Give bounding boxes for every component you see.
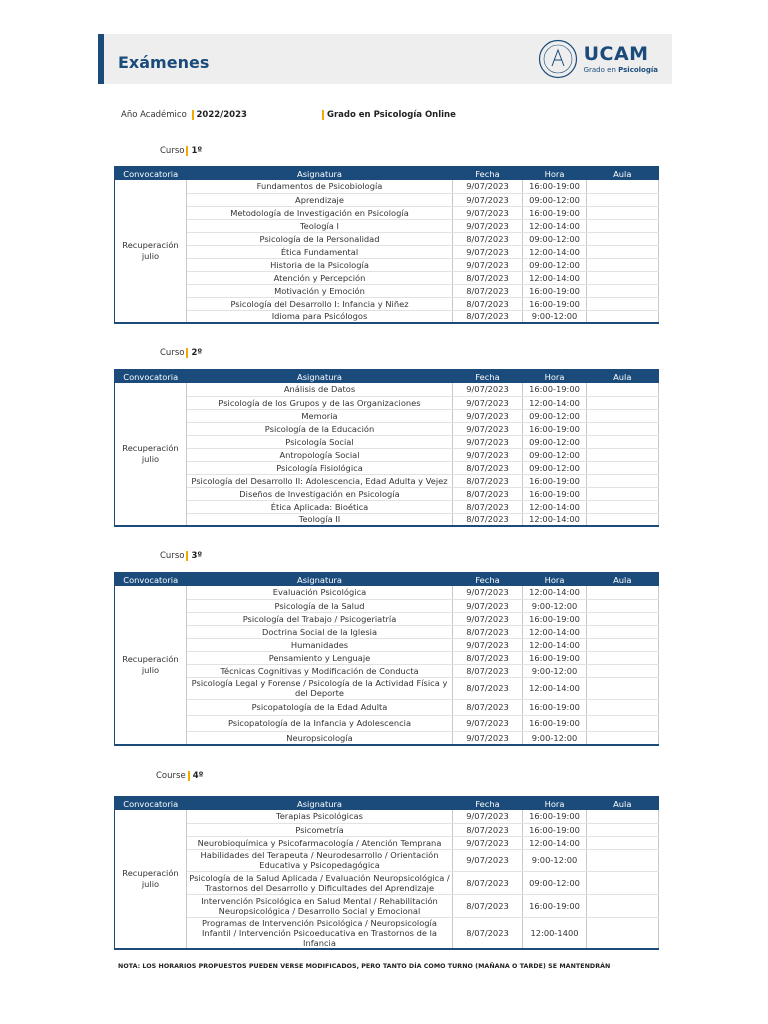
convocatoria-line-2: julio: [141, 665, 160, 675]
room-cell: [587, 219, 659, 232]
table-row: [115, 474, 659, 487]
logo-name: UCAM: [583, 42, 649, 65]
table-row: [115, 810, 659, 823]
date-cell: 8/07/2023: [453, 297, 523, 310]
time-cell: 12:00-14:00: [523, 500, 587, 513]
time-cell: 16:00-19:00: [523, 810, 587, 823]
table-row: [115, 625, 659, 638]
subject-cell: Fundamentos de Psicobiología: [187, 180, 453, 193]
date-cell: 9/07/2023: [453, 836, 523, 849]
date-cell: 9/07/2023: [453, 638, 523, 651]
time-cell: 16:00-19:00: [523, 383, 587, 396]
table-row: [115, 284, 659, 297]
convocatoria-line-1: Recuperación: [122, 240, 179, 250]
room-cell: [587, 823, 659, 836]
subject-cell: Psicología del Trabajo / Psicogeriatría: [187, 612, 453, 625]
date-cell: 9/07/2023: [453, 448, 523, 461]
subject-cell: Psicología de la Salud: [187, 599, 453, 612]
table-row: [115, 871, 659, 894]
subject-cell: Psicología de la Salud Aplicada / Evaluación Neuropsicológica / Trastornos del Desarrollo y Dificultades del Aprendizaje: [187, 871, 453, 894]
table-row: [115, 422, 659, 435]
date-cell: 9/07/2023: [453, 599, 523, 612]
table-row: [115, 651, 659, 664]
table-row: [115, 232, 659, 245]
room-cell: [587, 297, 659, 310]
room-cell: [587, 271, 659, 284]
column-header-asignatura: Asignatura: [187, 370, 453, 384]
column-header-asignatura: Asignatura: [187, 573, 453, 587]
date-cell: 8/07/2023: [453, 917, 523, 949]
date-cell: 8/07/2023: [453, 677, 523, 699]
date-cell: 9/07/2023: [453, 715, 523, 731]
date-cell: 8/07/2023: [453, 310, 523, 323]
table-row: [115, 245, 659, 258]
room-cell: [587, 894, 659, 917]
course-1-label: Curso 1º: [160, 146, 203, 156]
subject-cell: Evaluación Psicológica: [187, 586, 453, 599]
convocatoria-line-1: Recuperación: [122, 654, 179, 664]
date-cell: 9/07/2023: [453, 383, 523, 396]
date-cell: 9/07/2023: [453, 422, 523, 435]
subject-cell: Psicología de los Grupos y de las Organizaciones: [187, 396, 453, 409]
date-cell: 9/07/2023: [453, 435, 523, 448]
time-cell: 16:00-19:00: [523, 284, 587, 297]
subject-cell: Atención y Percepción: [187, 271, 453, 284]
room-cell: [587, 715, 659, 731]
table-row: [115, 448, 659, 461]
subject-cell: Teología II: [187, 513, 453, 526]
room-cell: [587, 638, 659, 651]
room-cell: [587, 258, 659, 271]
convocatoria-line-2: julio: [141, 878, 160, 889]
date-cell: 9/07/2023: [453, 409, 523, 422]
time-cell: 09:00-12:00: [523, 232, 587, 245]
table-row: [115, 383, 659, 396]
table-row: [115, 715, 659, 731]
course-2-label: Curso 2º: [160, 348, 203, 358]
time-cell: 09:00-12:00: [523, 435, 587, 448]
room-cell: [587, 245, 659, 258]
subject-cell: Antropología Social: [187, 448, 453, 461]
date-cell: 8/07/2023: [453, 487, 523, 500]
column-header-aula: Aula: [587, 797, 659, 811]
time-cell: 16:00-19:00: [523, 823, 587, 836]
date-cell: 8/07/2023: [453, 664, 523, 677]
time-cell: 12:00-14:00: [523, 271, 587, 284]
column-header-convocatoria: Convocatoria: [115, 370, 187, 384]
time-cell: 16:00-19:00: [523, 612, 587, 625]
room-cell: [587, 383, 659, 396]
time-cell: 09:00-12:00: [523, 461, 587, 474]
degree-name: [320, 110, 456, 120]
time-cell: 16:00-19:00: [523, 894, 587, 917]
time-cell: 12:00-14:00: [523, 625, 587, 638]
room-cell: [587, 612, 659, 625]
subject-cell: Psicología de la Personalidad: [187, 232, 453, 245]
subject-cell: Análisis de Datos: [187, 383, 453, 396]
room-cell: [587, 917, 659, 949]
time-cell: 12:00-14:00: [523, 396, 587, 409]
date-cell: 9/07/2023: [453, 258, 523, 271]
table-row: [115, 513, 659, 526]
room-cell: [587, 474, 659, 487]
date-cell: 8/07/2023: [453, 461, 523, 474]
convocatoria-cell: [115, 180, 187, 323]
subject-cell: Intervención Psicológica en Salud Mental / Rehabilitación Neuropsicológica / Desarrollo Social y Emocional: [187, 894, 453, 917]
table-row: [115, 917, 659, 949]
subject-cell: Técnicas Cognitivas y Modificación de Conducta: [187, 664, 453, 677]
subject-cell: Motivación y Emoción: [187, 284, 453, 297]
time-cell: 9:00-12:00: [523, 310, 587, 323]
time-cell: 9:00-12:00: [523, 664, 587, 677]
room-cell: [587, 232, 659, 245]
room-cell: [587, 487, 659, 500]
table-row: [115, 396, 659, 409]
room-cell: [587, 310, 659, 323]
academic-year: [121, 110, 247, 120]
time-cell: 9:00-12:00: [523, 731, 587, 745]
date-cell: 8/07/2023: [453, 894, 523, 917]
subject-cell: Neuropsicología: [187, 731, 453, 745]
room-cell: [587, 836, 659, 849]
table-row: [115, 500, 659, 513]
time-cell: 16:00-19:00: [523, 297, 587, 310]
column-header-asignatura: Asignatura: [187, 797, 453, 811]
subject-cell: Neurobioquímica y Psicofarmacología / Atención Temprana: [187, 836, 453, 849]
time-cell: 16:00-19:00: [523, 487, 587, 500]
subject-cell: Psicopatología de la Infancia y Adolescencia: [187, 715, 453, 731]
date-cell: 8/07/2023: [453, 284, 523, 297]
course-3-label: Curso 3º: [160, 551, 203, 561]
degree-value: Grado en Psicología Online: [322, 110, 456, 120]
subject-cell: Psicología del Desarrollo I: Infancia y Niñez: [187, 297, 453, 310]
time-cell: 16:00-19:00: [523, 422, 587, 435]
exam-table-course-1: [114, 166, 659, 324]
column-header-aula: Aula: [587, 167, 659, 181]
column-header-hora: Hora: [523, 797, 587, 811]
subject-cell: Psicopatología de la Edad Adulta: [187, 699, 453, 715]
convocatoria-line-1: Recuperación: [122, 443, 179, 453]
convocatoria-line-2: julio: [141, 454, 160, 464]
room-cell: [587, 677, 659, 699]
table-row: [115, 487, 659, 500]
column-header-asignatura: Asignatura: [187, 167, 453, 181]
time-cell: 16:00-19:00: [523, 206, 587, 219]
table-header-row: [115, 797, 659, 811]
room-cell: [587, 599, 659, 612]
subject-cell: Psicología Fisiológica: [187, 461, 453, 474]
table-row: [115, 435, 659, 448]
column-header-hora: Hora: [523, 370, 587, 384]
time-cell: 16:00-19:00: [523, 699, 587, 715]
header-accent-bar: [98, 34, 104, 84]
table-row: [115, 586, 659, 599]
subject-cell: Ética Fundamental: [187, 245, 453, 258]
table-row: [115, 258, 659, 271]
date-cell: 9/07/2023: [453, 193, 523, 206]
subject-cell: Psicología del Desarrollo II: Adolescencia, Edad Adulta y Vejez: [187, 474, 453, 487]
subject-cell: Pensamiento y Lenguaje: [187, 651, 453, 664]
time-cell: 12:00-14:00: [523, 219, 587, 232]
date-cell: 8/07/2023: [453, 651, 523, 664]
ucam-logo: [538, 38, 658, 80]
page-header: [98, 34, 672, 84]
subject-cell: Memoria: [187, 409, 453, 422]
logo-subtitle: Grado en Psicología: [583, 65, 658, 74]
time-cell: 9:00-12:00: [523, 849, 587, 871]
date-cell: 9/07/2023: [453, 245, 523, 258]
time-cell: 09:00-12:00: [523, 258, 587, 271]
table-row: [115, 206, 659, 219]
date-cell: 8/07/2023: [453, 474, 523, 487]
column-header-fecha: Fecha: [453, 370, 523, 384]
university-seal-icon: [538, 39, 578, 79]
room-cell: [587, 409, 659, 422]
time-cell: 12:00-14:00: [523, 836, 587, 849]
column-header-hora: Hora: [523, 573, 587, 587]
table-row: [115, 894, 659, 917]
time-cell: 16:00-19:00: [523, 715, 587, 731]
subject-cell: Programas de Intervención Psicológica / Neuropsicología Infantil / Intervención Psicoeducativa en Trastornos de la Infancia: [187, 917, 453, 949]
room-cell: [587, 448, 659, 461]
subject-cell: Aprendizaje: [187, 193, 453, 206]
column-header-fecha: Fecha: [453, 167, 523, 181]
room-cell: [587, 284, 659, 297]
column-header-aula: Aula: [587, 370, 659, 384]
table-row: [115, 193, 659, 206]
room-cell: [587, 461, 659, 474]
room-cell: [587, 651, 659, 664]
table-row: [115, 180, 659, 193]
subject-cell: Psicometría: [187, 823, 453, 836]
table-row: [115, 731, 659, 745]
date-cell: 9/07/2023: [453, 396, 523, 409]
table-header-row: [115, 370, 659, 384]
room-cell: [587, 586, 659, 599]
date-cell: 8/07/2023: [453, 871, 523, 894]
table-row: [115, 409, 659, 422]
room-cell: [587, 871, 659, 894]
table-header-row: [115, 167, 659, 181]
room-cell: [587, 849, 659, 871]
table-row: [115, 638, 659, 651]
subject-cell: Historia de la Psicología: [187, 258, 453, 271]
date-cell: 8/07/2023: [453, 823, 523, 836]
subject-cell: Psicología Social: [187, 435, 453, 448]
subject-cell: Idioma para Psicólogos: [187, 310, 453, 323]
exam-table-course-4: [114, 796, 659, 950]
date-cell: 9/07/2023: [453, 849, 523, 871]
page-title: Exámenes: [118, 53, 210, 72]
date-cell: 8/07/2023: [453, 232, 523, 245]
time-cell: 09:00-12:00: [523, 409, 587, 422]
column-header-fecha: Fecha: [453, 797, 523, 811]
exam-table-course-2: [114, 369, 659, 527]
time-cell: 16:00-19:00: [523, 651, 587, 664]
date-cell: 9/07/2023: [453, 206, 523, 219]
subject-cell: Teología I: [187, 219, 453, 232]
subject-cell: Ética Aplicada: Bioética: [187, 500, 453, 513]
convocatoria-line-2: julio: [141, 251, 160, 261]
room-cell: [587, 206, 659, 219]
time-cell: 09:00-12:00: [523, 448, 587, 461]
table-row: [115, 823, 659, 836]
subject-cell: Terapias Psicológicas: [187, 810, 453, 823]
table-row: [115, 461, 659, 474]
subject-cell: Habilidades del Terapeuta / Neurodesarrollo / Orientación Educativa y Psicopedagógica: [187, 849, 453, 871]
column-header-hora: Hora: [523, 167, 587, 181]
exam-table-course-3: [114, 572, 659, 746]
room-cell: [587, 731, 659, 745]
column-header-convocatoria: Convocatoria: [115, 573, 187, 587]
table-row: [115, 599, 659, 612]
time-cell: 12:00-14:00: [523, 245, 587, 258]
room-cell: [587, 435, 659, 448]
table-row: [115, 699, 659, 715]
room-cell: [587, 625, 659, 638]
time-cell: 16:00-19:00: [523, 474, 587, 487]
table-row: [115, 271, 659, 284]
date-cell: 9/07/2023: [453, 612, 523, 625]
academic-year-value: 2022/2023: [192, 110, 247, 120]
room-cell: [587, 664, 659, 677]
time-cell: 12:00-14:00: [523, 677, 587, 699]
date-cell: 8/07/2023: [453, 500, 523, 513]
date-cell: 9/07/2023: [453, 180, 523, 193]
column-header-convocatoria: Convocatoria: [115, 167, 187, 181]
room-cell: [587, 500, 659, 513]
date-cell: 8/07/2023: [453, 513, 523, 526]
table-row: [115, 310, 659, 323]
date-cell: 8/07/2023: [453, 625, 523, 638]
room-cell: [587, 513, 659, 526]
subject-cell: Psicología Legal y Forense / Psicología de la Actividad Física y del Deporte: [187, 677, 453, 699]
time-cell: 09:00-12:00: [523, 871, 587, 894]
convocatoria-cell: [115, 383, 187, 526]
time-cell: 12:00-14:00: [523, 586, 587, 599]
table-row: [115, 297, 659, 310]
date-cell: 9/07/2023: [453, 731, 523, 745]
table-header-row: [115, 573, 659, 587]
date-cell: 9/07/2023: [453, 219, 523, 232]
schedule-note: NOTA: LOS HORARIOS PROPUESTOS PUEDEN VERSE MODIFICADOS, PERO TANTO DÍA COMO TURNO (MAÑANA O TARDE) SE MANTENDRÁN: [118, 963, 611, 970]
table-row: [115, 612, 659, 625]
room-cell: [587, 699, 659, 715]
convocatoria-line-1: Recuperación: [122, 867, 179, 878]
subject-cell: Humanidades: [187, 638, 453, 651]
subject-cell: Doctrina Social de la Iglesia: [187, 625, 453, 638]
subject-cell: Metodología de Investigación en Psicología: [187, 206, 453, 219]
table-row: [115, 849, 659, 871]
table-row: [115, 664, 659, 677]
date-cell: 9/07/2023: [453, 586, 523, 599]
time-cell: 16:00-19:00: [523, 180, 587, 193]
column-header-convocatoria: Convocatoria: [115, 797, 187, 811]
room-cell: [587, 396, 659, 409]
course-4-label: Course 4º: [156, 771, 204, 781]
time-cell: 12:00-14:00: [523, 513, 587, 526]
table-row: [115, 219, 659, 232]
date-cell: 9/07/2023: [453, 810, 523, 823]
table-row: [115, 836, 659, 849]
convocatoria-cell: [115, 810, 187, 949]
time-cell: 12:00-1400: [523, 917, 587, 949]
academic-year-label: Año Académico: [121, 110, 187, 120]
column-header-aula: Aula: [587, 573, 659, 587]
room-cell: [587, 810, 659, 823]
date-cell: 8/07/2023: [453, 699, 523, 715]
date-cell: 8/07/2023: [453, 271, 523, 284]
time-cell: 9:00-12:00: [523, 599, 587, 612]
room-cell: [587, 180, 659, 193]
subject-cell: Diseños de Investigación en Psicología: [187, 487, 453, 500]
table-row: [115, 677, 659, 699]
room-cell: [587, 422, 659, 435]
room-cell: [587, 193, 659, 206]
time-cell: 12:00-14:00: [523, 638, 587, 651]
column-header-fecha: Fecha: [453, 573, 523, 587]
subject-cell: Psicología de la Educación: [187, 422, 453, 435]
convocatoria-cell: [115, 586, 187, 745]
time-cell: 09:00-12:00: [523, 193, 587, 206]
